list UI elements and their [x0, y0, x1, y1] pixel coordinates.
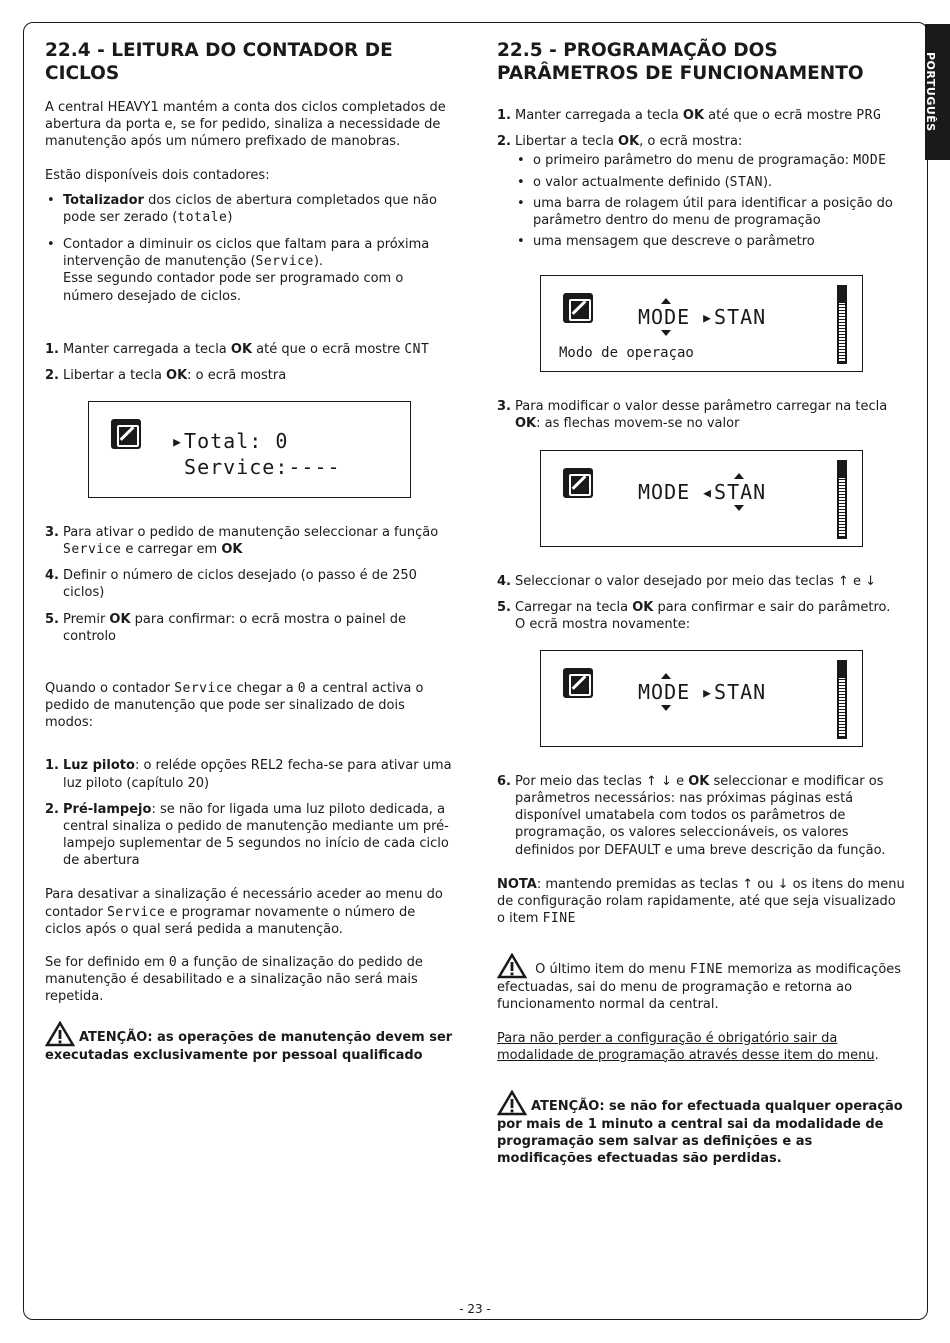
display-line-service: Service:----: [171, 455, 341, 479]
language-tab-label: PORTUGUÊS: [924, 52, 937, 132]
wrench-icon: [563, 293, 593, 323]
arrow-down-icon: [661, 705, 671, 711]
list-item: 1. Manter carregada a tecla OK até que o ecrã mostre PRG: [497, 108, 882, 124]
scroll-bar: [837, 660, 847, 739]
scroll-bar: [837, 285, 847, 364]
disable-paragraph: Para desativar a sinalização é necessário aceder ao menu do contador Service e programar novamente o número de ciclos após o qual será pedida a manutenção.: [45, 887, 443, 937]
list-item: 1. Manter carregada a tecla OK até que o ecrã mostre CNT: [45, 341, 430, 357]
list-item: • uma barra de rolagem útil para identificar a posição do parâmetro dentro do menu de programação: [515, 195, 907, 229]
arrow-down-icon: [734, 505, 744, 511]
wrench-icon: [563, 468, 593, 498]
param-name: MODE: [638, 305, 691, 330]
list-item: 5. Carregar na tecla OK para confirmar e sair do parâmetro. O ecrã mostra novamente:: [497, 599, 891, 632]
param-name: MODE: [638, 479, 691, 504]
programming-steps-4-5: [497, 573, 907, 633]
list-item: 4. Seleccionar o valor desejado por meio das teclas ↑ e ↓: [497, 573, 877, 589]
list-item: 1. Luz piloto: o reléde opções REL2 fecha-se para ativar uma luz piloto (capítulo 20): [45, 758, 452, 791]
scroll-bar: [837, 460, 847, 539]
list-item: 4. Definir o número de ciclos desejado (o passo é de 250 ciclos): [45, 568, 417, 601]
left-column: [45, 40, 455, 1064]
list-item: 5. Premir OK para confirmar: o ecrã mostra o painel de controlo: [45, 611, 406, 644]
list-item: 2. Libertar a tecla OK, o ecrã mostra: • o primeiro parâmetro do menu de programação: MODE • o valor actualmente definido (STAN). • uma barra de rolagem útil para identificar a posição do parâmetro dentro do menu de programação • uma mensagem que descreve o parâmetro: [497, 133, 907, 250]
param-value: ◂STAN: [701, 479, 767, 504]
service-paragraph: Quando o contador Service chegar a 0 a central activa o pedido de manutenção que pode ser sinalizado de dois modos:: [45, 680, 424, 731]
section-title-22-5: 22.5 - PROGRAMAÇÃO DOS PARÂMETROS DE FUNCIONAMENTO: [497, 40, 864, 84]
mode-display-3: [540, 650, 863, 747]
counter-display: [88, 401, 411, 498]
page-number: - 23 -: [459, 1302, 491, 1316]
param-name: MODE: [638, 680, 691, 704]
programming-step-3: [497, 398, 907, 432]
display-line-total: ▸Total: 0: [171, 429, 289, 453]
counter-list: [45, 192, 455, 305]
language-tab: [925, 24, 950, 160]
mode-display-2: [540, 450, 863, 547]
intro-paragraph: A central HEAVY1 mantém a conta dos ciclos completados de abertura da porta e, se for pedido, sinaliza a necessidade de manutenção após um número prefixado de manobras.: [45, 100, 446, 150]
warning-icon: [497, 953, 527, 979]
attention-right: ATENÇÃO: se não for efectuada qualquer operação por mais de 1 minuto a central sai da modalidade de programação sem salvar as definições e as modificações efectuadas são perdidas.: [497, 1090, 907, 1167]
param-message: Modo de operaçao: [559, 345, 694, 362]
note-paragraph: NOTA: mantendo premidas as teclas ↑ ou ↓ os itens do menu de configuração rolam rapidamente, até que seja visualizado o item FINE: [497, 876, 905, 927]
attention-left: ATENÇÃO: as operações de manutenção devem ser executadas exclusivamente por pessoal qualificado: [45, 1021, 455, 1064]
list-item: 3. Para modificar o valor desse parâmetro carregar na tecla OK: as flechas movem-se no valor: [497, 399, 888, 432]
list-item: • uma mensagem que descreve o parâmetro: [515, 233, 907, 250]
list-item: • o primeiro parâmetro do menu de programação: MODE: [515, 152, 907, 169]
right-column: [497, 40, 907, 1167]
warning-icon: [497, 1090, 527, 1116]
list-item: 2. Libertar a tecla OK: o ecrã mostra: [45, 367, 287, 383]
fine-paragraph: O último item do menu FINE memoriza as modificações efectuadas, sai do menu de programação e retorna ao funcionamento normal da central.: [497, 953, 907, 1013]
list-item: 2. Pré-lampejo: se não for ligada uma luz piloto dedicada, a central sinaliza o pedido de manutenção mediante um pré-lampejo suplementar de 5 segundos no início de cada ciclo de abertura: [45, 801, 449, 869]
section-title-22-4: 22.4 - LEITURA DO CONTADOR DE CICLOS: [45, 40, 393, 84]
counter-steps: [45, 341, 455, 384]
exit-requirement: Para não perder a configuração é obrigatório sair da modalidade de programação através desse item do menu.: [497, 1030, 879, 1063]
signal-modes: [45, 757, 455, 869]
list-item: 3. Para ativar o pedido de manutenção seleccionar a função Service e carregar em OK: [45, 525, 439, 558]
param-value: ▸STAN: [701, 305, 767, 330]
param-value: ▸STAN: [701, 680, 767, 704]
programming-steps-start: [497, 107, 907, 250]
warning-icon: [45, 1021, 75, 1047]
counter-icon: [111, 419, 141, 449]
list-item: 6. Por meio das teclas ↑ ↓ e OK seleccionar e modificar os parâmetros necessários: nas próximas páginas está disponível umatabela com todos os parâmetros de programação, os valores seleccionáveis, os valores definidos por DEFAULT e uma breve descrição da função.: [497, 774, 886, 858]
service-steps: [45, 524, 455, 645]
list-item: • Totalizador dos ciclos de abertura completados que não pode ser zerado (totale): [45, 192, 455, 226]
list-item: • Contador a diminuir os ciclos que faltam para a próxima intervenção de manutenção (Service). Esse segundo contador pode ser programado com o número desejado de ciclos.: [45, 236, 455, 305]
wrench-icon: [563, 668, 593, 698]
zero-paragraph: Se for definido em 0 a função de sinalização do pedido de manutenção é desabilitado e a sinalização não será mais repetida.: [45, 954, 423, 1005]
programming-step-6: [497, 773, 907, 859]
arrow-down-icon: [661, 330, 671, 336]
list-item: • o valor actualmente definido (STAN).: [515, 174, 907, 191]
display-elements-list: [515, 152, 907, 250]
counters-available: Estão disponíveis dois contadores:: [45, 167, 270, 183]
mode-display-1: [540, 275, 863, 372]
